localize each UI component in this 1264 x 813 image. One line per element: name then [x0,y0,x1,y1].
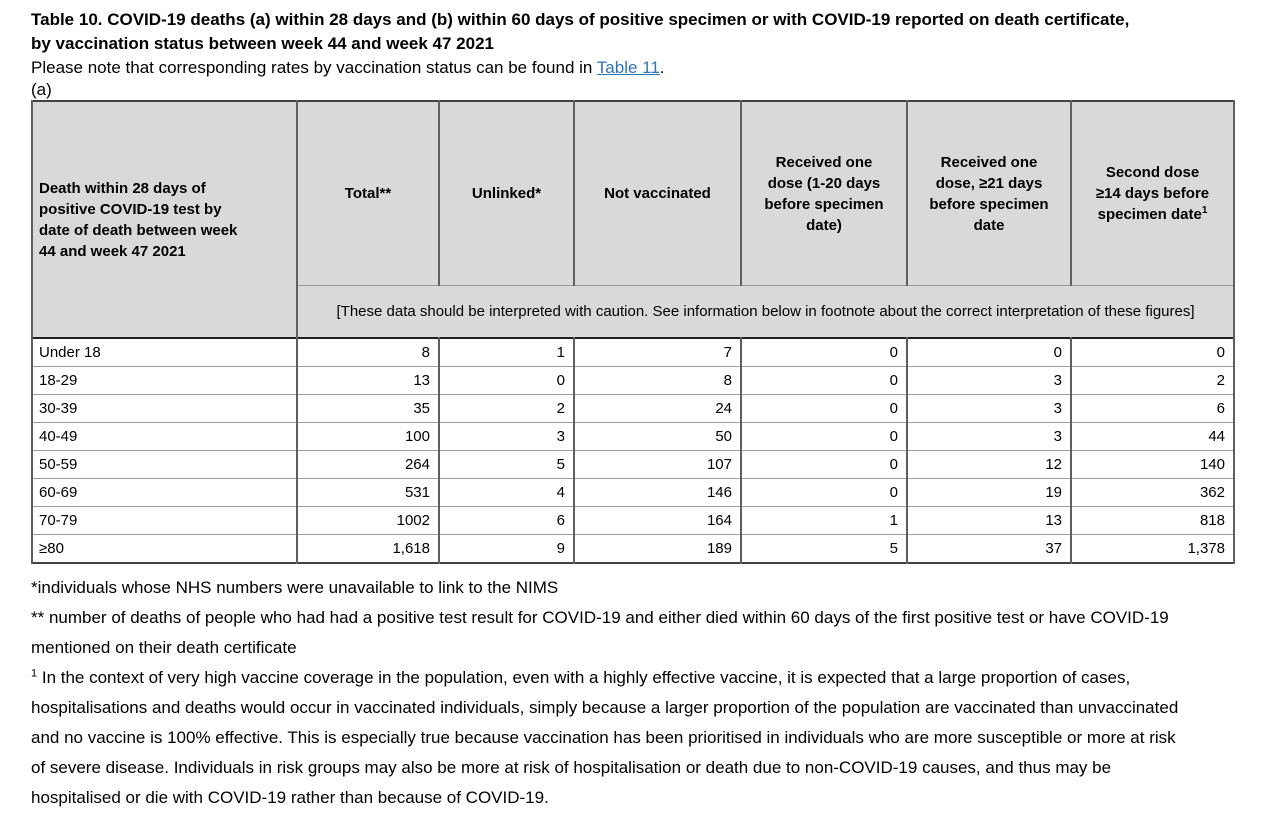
value-cell: 531 [297,479,439,507]
value-cell: 3 [439,423,574,451]
footnotes [31,573,1181,813]
value-cell: 1 [741,507,907,535]
footnote-total [31,603,1181,663]
footnote-marker: * [31,578,38,597]
value-cell: 818 [1071,507,1234,535]
row-axis-label: Death within 28 days of positive COVID-19 test by date of death between week 44 and week 47 2021 [39,179,238,260]
value-cell: 362 [1071,479,1234,507]
footnote-vaccine-context [31,663,1181,813]
value-cell: 6 [439,507,574,535]
value-cell: 1 [439,338,574,367]
value-cell: 13 [907,507,1071,535]
value-cell: 50 [574,423,741,451]
column-header-row-axis [32,101,297,338]
column-header-total: Total** [297,101,439,286]
footnote-text: number of deaths of people who had had a positive test result for COVID-19 and either died within 60 days of the first positive test or have COVID-19 mentioned on their death certificate [31,608,1169,657]
value-cell: 2 [1071,367,1234,395]
value-cell: 3 [907,423,1071,451]
header-row [32,101,1234,286]
value-cell: 24 [574,395,741,423]
table-row [32,535,1234,564]
value-cell: 0 [741,367,907,395]
value-cell: 0 [741,338,907,367]
column-header-one-dose-21plus: Received one dose, ≥21 days before specimen date [907,101,1071,286]
column-header-unlinked: Unlinked* [439,101,574,286]
row-label: Under 18 [32,338,297,367]
value-cell: 4 [439,479,574,507]
table-body [32,338,1234,563]
value-cell: 140 [1071,451,1234,479]
value-cell: 13 [297,367,439,395]
value-cell: 12 [907,451,1071,479]
row-label: 50-59 [32,451,297,479]
note-prefix: Please note that corresponding rates by vaccination status can be found in [31,58,597,77]
footnote-text: individuals whose NHS numbers were unavailable to link to the NIMS [37,578,559,597]
value-cell: 2 [439,395,574,423]
value-cell: 44 [1071,423,1234,451]
table-row [32,338,1234,367]
value-cell: 5 [741,535,907,564]
value-cell: 164 [574,507,741,535]
value-cell: 0 [439,367,574,395]
note-suffix: . [659,58,665,77]
table-header [32,101,1234,338]
value-cell: 146 [574,479,741,507]
value-cell: 0 [741,395,907,423]
value-cell: 8 [574,367,741,395]
value-cell: 100 [297,423,439,451]
covid-deaths-table [31,100,1235,564]
table-row [32,423,1234,451]
column-header-not-vaccinated: Not vaccinated [574,101,741,286]
row-label: 70-79 [32,507,297,535]
value-cell: 0 [741,479,907,507]
value-cell: 107 [574,451,741,479]
value-cell: 7 [574,338,741,367]
column-header-one-dose-1-20: Received one dose (1-20 days before specimen date) [741,101,907,286]
value-cell: 35 [297,395,439,423]
value-cell: 37 [907,535,1071,564]
footnote-unlinked [31,573,1181,603]
column-header-second-dose: Second dose ≥14 days before specimen date$^1$ [1071,101,1234,286]
value-cell: 189 [574,535,741,564]
value-cell: 6 [1071,395,1234,423]
value-cell: 1002 [297,507,439,535]
row-label: ≥80 [32,535,297,564]
footnote-1-reference: 1 [1201,205,1208,216]
row-label: 60-69 [32,479,297,507]
note-line [31,56,1234,80]
table-row [32,395,1234,423]
section-label-a: (a) [31,80,52,99]
value-cell: 0 [741,451,907,479]
value-cell: 1,618 [297,535,439,564]
value-cell: 3 [907,367,1071,395]
footnote-marker: 1 [31,667,38,680]
row-label: 18-29 [32,367,297,395]
row-label: 30-39 [32,395,297,423]
table-row [32,367,1234,395]
table-row [32,507,1234,535]
footnote-marker: ** [31,608,45,627]
table-row [32,479,1234,507]
value-cell: 3 [907,395,1071,423]
row-label: 40-49 [32,423,297,451]
value-cell: 9 [439,535,574,564]
value-cell: 8 [297,338,439,367]
footnote-text: In the context of very high vaccine coverage in the population, even with a highly effective vaccine, it is expected that a large proportion of cases, hospitalisations and deaths would occur in vaccinated individuals, simply because a larger proportion of the population are vaccinated than unvaccinated and no vaccine is 100% effective. This is especially true because vaccination has been prioritised in individuals who are more susceptible or more at risk of severe disease. Individuals in risk groups may also be more at risk of hospitalisation or death due to non-COVID-19 causes, and thus may be hospitalised or die with COVID-19 rather than because of COVID-19. [31,668,1179,807]
value-cell: 0 [907,338,1071,367]
value-cell: 19 [907,479,1071,507]
table-row [32,451,1234,479]
value-cell: 0 [741,423,907,451]
caution-note: [These data should be interpreted with caution. See information below in footnote about the correct interpretation of these figures] [297,286,1234,339]
page-title: Table 10. COVID-19 deaths (a) within 28 days and (b) within 60 days of positive specimen or with COVID-19 reported on death certificate, by vaccination status between week 44 and week 47 2021 [31,10,1130,53]
value-cell: 5 [439,451,574,479]
value-cell: 0 [1071,338,1234,367]
value-cell: 1,378 [1071,535,1234,564]
value-cell: 264 [297,451,439,479]
table-11-link[interactable]: Table 11 [596,58,660,77]
